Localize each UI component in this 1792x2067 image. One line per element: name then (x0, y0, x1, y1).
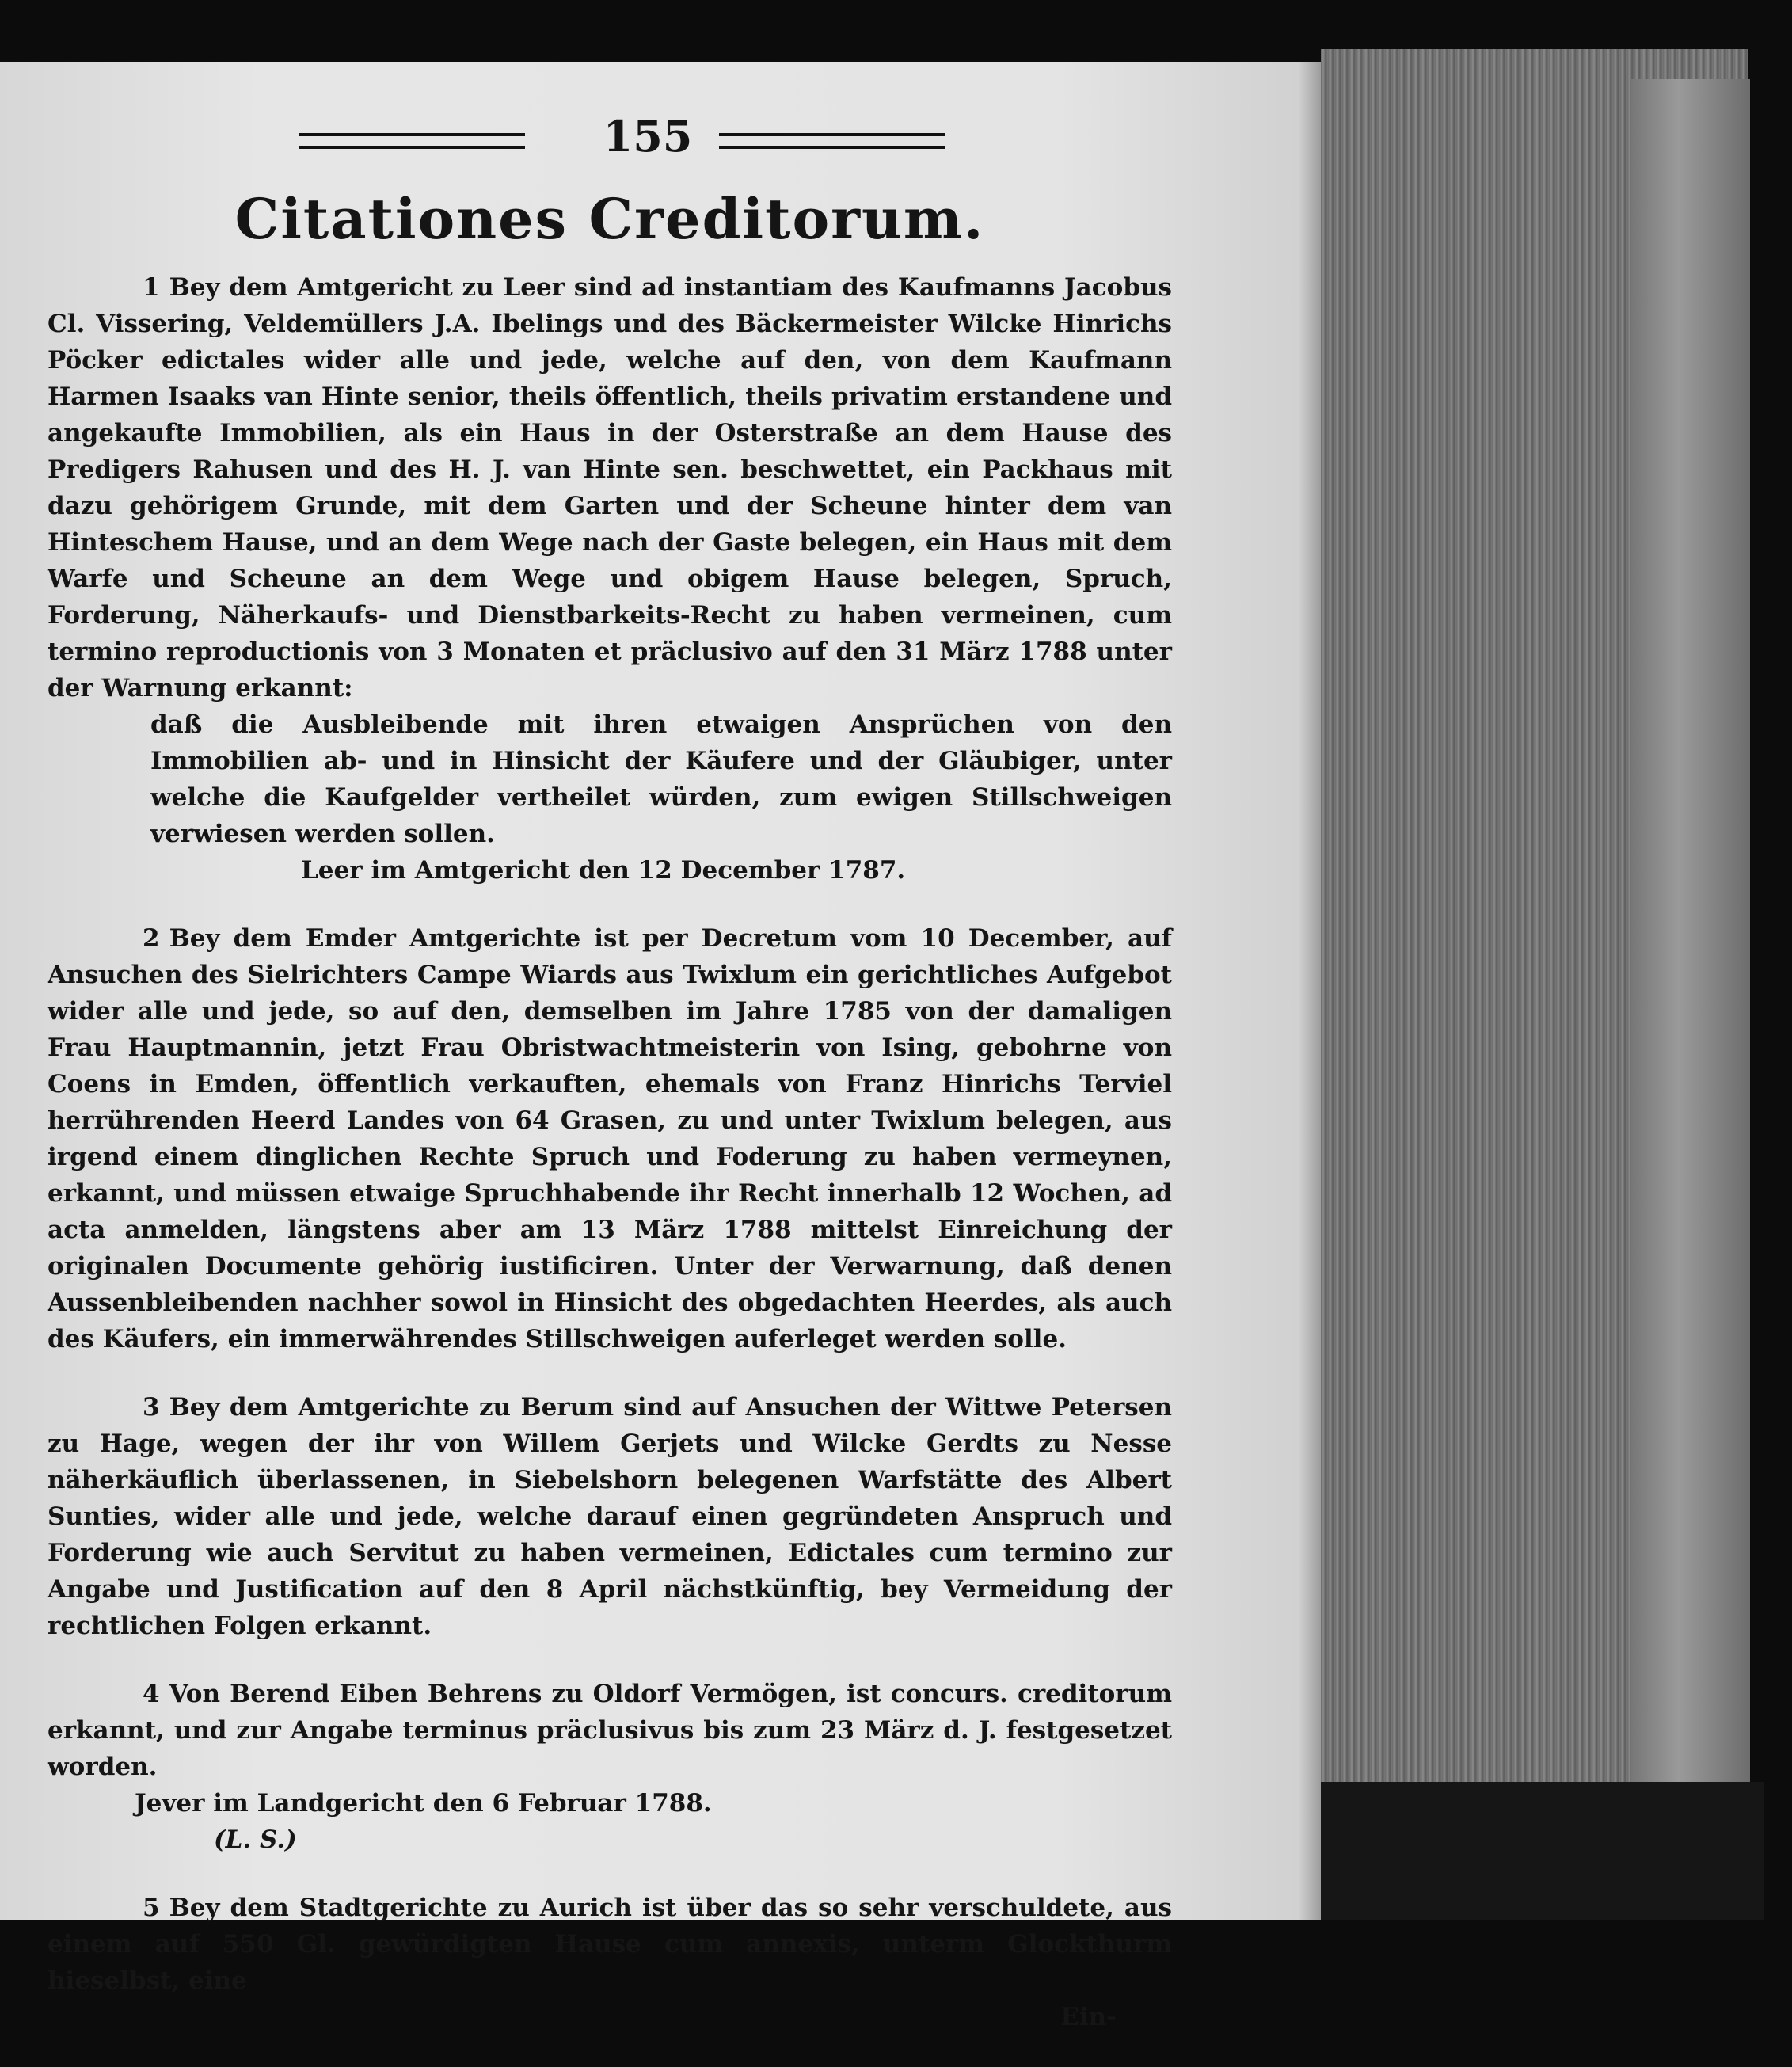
citation-entry (48, 1890, 1172, 2035)
citation-entry (48, 1676, 1172, 1858)
citation-entry (48, 1389, 1172, 1644)
decorative-rule-left (299, 133, 525, 149)
entry-number: 5 (143, 1894, 160, 1922)
entry-number: 2 (143, 924, 160, 953)
book-cover-edge (1631, 79, 1750, 1790)
citation-entry (48, 269, 1172, 889)
page-number: 155 (603, 111, 693, 162)
citations-body (48, 269, 1172, 2067)
entry-number: 1 (143, 273, 160, 302)
seal-mark: (L. S.) (214, 1825, 297, 1854)
decorative-rule-right (719, 133, 945, 149)
entry-number: 4 (143, 1680, 160, 1708)
entry-text: Bey dem Amtgericht zu Leer sind ad instantiam des Kaufmanns Jacobus Cl. Vissering, Veldemüllers J.A. Ibelings und des Bäckermeister Wilcke Hinrichs Pöcker edictales wider alle und jede, welche auf den, von dem Kaufmann Harmen Isaaks van Hinte senior, theils öffentlich, theils privatim erstandene und angekaufte Immobilien, als ein Haus in der Osterstraße an dem Hause des Predigers Rahusen und des H. J. van Hinte sen. beschwettet, ein Packhaus mit dazu gehörigem Grunde, mit dem Garten und der Scheune hinter dem van Hinteschem Hause, und an dem Wege nach der Gaste belegen, ein Haus mit dem Warfe und Scheune an dem Wege und obigem Hause belegen, Spruch, Forderung, Näherkaufs- und Dienstbarkeits-Recht zu haben vermeinen, cum termino reproductionis von 3 Monaten et präclusivo auf den 31 März 1788 unter der Warnung erkannt: (48, 273, 1172, 702)
catchword: Ein- (1060, 2003, 1117, 2031)
entry-text: Bey dem Stadtgerichte zu Aurich ist über das so sehr verschuldete, aus einem auf 550 Gl. gewürdigten Hause cum annexis, unterm Glockthurm hieselbst, eine (48, 1894, 1172, 1995)
entry-text: Bey dem Amtgerichte zu Berum sind auf Ansuchen der Wittwe Petersen zu Hage, wegen der ihr von Willem Gerjets und Wilcke Gerdts zu Nesse näherkäuflich überlassenen, in Siebelshorn belegenen Warfstätte des Albert Sunties, wider alle und jede, welche darauf einen gegründeten Anspruch und Forderung wie auch Servitut zu haben vermeinen, Edictales cum termino zur Angabe und Justification auf den 8 April nächstkünftig, bey Vermeidung der rechtlichen Folgen erkannt. (48, 1393, 1172, 1640)
page-header (299, 111, 949, 166)
entry-place-date: Leer im Amtgericht den 12 December 1787. (301, 856, 906, 885)
entry-warning: daß die Ausbleibende mit ihren etwaigen Ansprüchen von den Immobilien ab- und in Hinsicht der Käufere und der Gläubiger, unter welche die Kaufgelder vertheilet würden, zum ewigen Stillschweigen verwiesen werden sollen. (150, 710, 1172, 848)
citation-entry (48, 920, 1172, 1357)
page-title: Citationes Creditorum. (234, 186, 985, 252)
entry-place-date: Jever im Landgericht den 6 Februar 1788. (135, 1789, 712, 1818)
entry-text: Von Berend Eiben Behrens zu Oldorf Vermögen, ist concurs. creditorum erkannt, und zur Angabe terminus präclusivus bis zum 23 März d. J. festgesetzet worden. (48, 1680, 1172, 1781)
entry-text: Bey dem Emder Amtgerichte ist per Decretum vom 10 December, auf Ansuchen des Sielrichters Campe Wiards aus Twixlum ein gerichtliches Aufgebot wider alle und jede, so auf den, demselben im Jahre 1785 von der damaligen Frau Hauptmannin, jetzt Frau Obristwachtmeisterin von Ising, gebohrne von Coens in Emden, öffentlich verkauften, ehemals von Franz Hinrichs Terviel herrührenden Heerd Landes von 64 Grasen, zu und unter Twixlum belegen, aus irgend einem dinglichen Rechte Spruch und Foderung zu haben vermeynen, erkannt, und müssen etwaige Spruchhabende ihr Recht innerhalb 12 Wochen, ad acta anmelden, längstens aber am 13 März 1788 mittelst Einreichung der originalen Documente gehörig iustificiren. Unter der Verwarnung, daß denen Aussenbleibenden nachher sowol in Hinsicht des obgedachten Heerdes, als auch des Käufers, ein immerwährendes Stillschweigen auferleget werden solle. (48, 924, 1172, 1353)
background-bottom (1321, 1782, 1764, 1920)
entry-number: 3 (143, 1393, 160, 1422)
